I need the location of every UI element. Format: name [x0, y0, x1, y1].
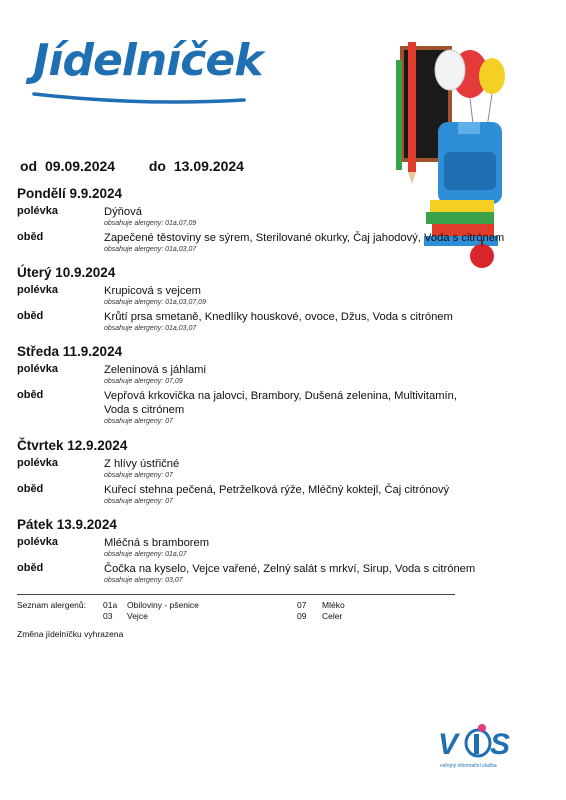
- meal-text: Zeleninová s jáhlami: [104, 364, 206, 376]
- meal-text: Krupicová s vejcem: [104, 285, 201, 297]
- period-to-label: do: [148, 158, 166, 174]
- meal-type-label: polévka: [17, 536, 58, 548]
- allergen-note: obsahuje alergeny: 07: [104, 418, 173, 425]
- lunch-row: [17, 562, 537, 588]
- meal-text: Mléčná s bramborem: [104, 537, 210, 549]
- legend-code: 01a: [103, 600, 118, 610]
- svg-text:S: S: [490, 728, 511, 761]
- meal-type-label: polévka: [17, 205, 58, 217]
- soup-row: [17, 363, 537, 389]
- lunch-row: [17, 310, 537, 336]
- meal-type-label: oběd: [17, 562, 44, 574]
- day-tuesday: [17, 265, 537, 336]
- legend-name: Celer: [322, 611, 343, 621]
- meal-text: Vepřová krkovička na jalovci, Brambory, Dušená zelenina, Multivitamín, Voda s citrónem: [104, 390, 457, 416]
- vis-logo: [436, 722, 516, 770]
- allergen-note: obsahuje alergeny: 07: [104, 498, 173, 505]
- allergen-note: obsahuje alergeny: 07,09: [104, 378, 183, 385]
- meal-text: Krůtí prsa smetaně, Knedlíky houskové, ovoce, Džus, Voda s citrónem: [104, 311, 453, 323]
- legend-label: Seznam alergenů:: [17, 600, 86, 610]
- allergen-note: obsahuje alergeny: 01a,03,07: [104, 246, 197, 253]
- allergen-note: obsahuje alergeny: 01a,07: [104, 551, 187, 558]
- day-monday: [17, 186, 537, 257]
- day-friday: [17, 517, 537, 588]
- legend-divider: [17, 594, 455, 595]
- svg-text:V: V: [438, 728, 459, 761]
- logo-tagline: veřejný informační služba: [440, 763, 497, 769]
- menu-period: [20, 158, 248, 174]
- meal-text: Zapečené těstoviny se sýrem, Sterilované okurky, Čaj jahodový, Voda s citrónem: [104, 232, 505, 244]
- meal-type-label: oběd: [17, 389, 44, 401]
- meal-type-label: oběd: [17, 310, 44, 322]
- allergen-note: obsahuje alergeny: 07: [104, 472, 173, 479]
- allergen-note: obsahuje alergeny: 01a,03,07: [104, 325, 197, 332]
- title-swoosh: [30, 86, 250, 106]
- lunch-row: [17, 231, 537, 257]
- allergen-note: obsahuje alergeny: 03,07: [104, 577, 183, 584]
- lunch-row: [17, 483, 537, 509]
- day-wednesday: [17, 344, 537, 432]
- day-heading: Čtvrtek 12.9.2024: [17, 438, 128, 453]
- meal-type-label: oběd: [17, 231, 44, 243]
- meal-type-label: oběd: [17, 483, 44, 495]
- meal-text: Čočka na kyselo, Vejce vařené, Zelný salát s mrkví, Sirup, Voda s citrónem: [104, 563, 476, 575]
- meal-text: Dýňová: [104, 206, 142, 218]
- day-heading: Pondělí 9.9.2024: [17, 186, 123, 201]
- legend-code: 09: [297, 611, 307, 621]
- day-heading: Pátek 13.9.2024: [17, 517, 117, 532]
- meal-text: Kuřecí stehna pečená, Petrželková rýže, Mléčný koktejl, Čaj citrónový: [104, 484, 450, 496]
- meal-type-label: polévka: [17, 284, 58, 296]
- day-heading: Středa 11.9.2024: [17, 344, 123, 359]
- lunch-row: [17, 389, 537, 426]
- day-thursday: [17, 438, 537, 509]
- period-to-date: 13.09.2024: [173, 158, 244, 174]
- legend-code: 07: [297, 600, 307, 610]
- soup-row: [17, 457, 537, 483]
- soup-row: [17, 284, 537, 310]
- day-heading: Úterý 10.9.2024: [17, 265, 116, 280]
- allergen-note: obsahuje alergeny: 01a,07,09: [104, 220, 197, 227]
- disclaimer-note: Změna jídelníčku vyhrazena: [17, 629, 124, 639]
- page-title: Jídelníček: [33, 35, 263, 86]
- legend-name: Mléko: [322, 600, 345, 610]
- meal-type-label: polévka: [17, 457, 58, 469]
- period-from-date: 09.09.2024: [45, 158, 116, 174]
- legend-name: Vejce: [127, 611, 148, 621]
- period-from-label: od: [20, 158, 38, 174]
- soup-row: [17, 536, 537, 562]
- legend-name: Obiloviny - pšenice: [127, 600, 199, 610]
- meal-type-label: polévka: [17, 363, 58, 375]
- allergen-note: obsahuje alergeny: 01a,03,07,09: [104, 299, 206, 306]
- legend-code: 03: [103, 611, 113, 621]
- meal-text: Z hlívy ústřičné: [104, 458, 180, 470]
- soup-row: [17, 205, 537, 231]
